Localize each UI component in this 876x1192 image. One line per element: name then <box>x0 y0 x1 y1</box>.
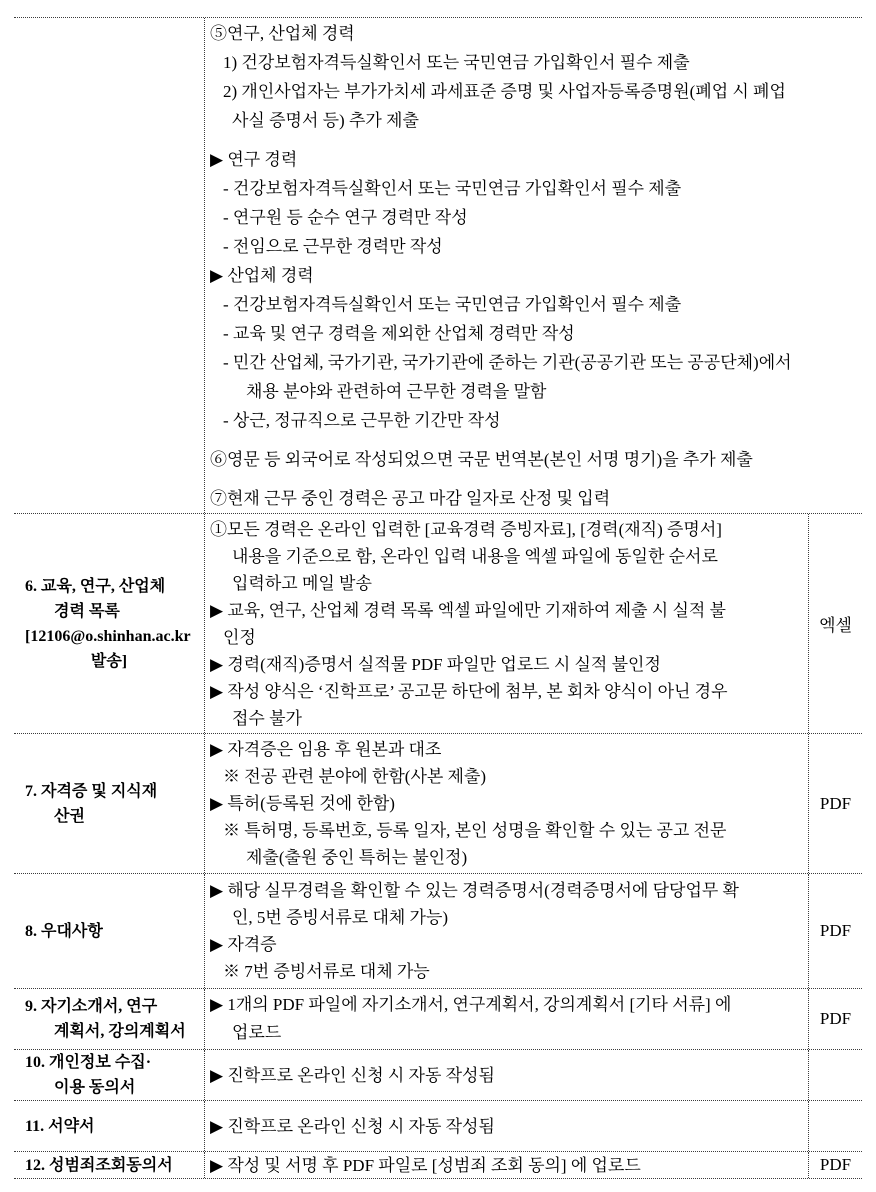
detail-line: ①모든 경력은 온라인 입력한 [교육경력 증빙자료], [경력(재직) 증명서] <box>210 519 722 539</box>
category-cell <box>14 989 205 1049</box>
category-line: 11. 서약서 <box>25 1117 95 1135</box>
format-cell <box>808 734 862 873</box>
format-cell <box>808 1101 862 1151</box>
detail-line: 인, 5번 증빙서류로 대체 가능) <box>232 908 449 927</box>
detail-line: 내용을 기준으로 함, 온라인 입력 내용을 엑셀 파일에 동일한 순서로 <box>232 546 718 566</box>
detail-line: 접수 불가 <box>232 708 302 728</box>
category-line: 9. 자기소개서, 연구 <box>25 998 158 1015</box>
table-row-8 <box>14 874 862 989</box>
detail-line: 채용 분야와 관련하여 근무한 경력을 말함 <box>246 381 547 401</box>
detail-line: 인정 <box>223 627 256 647</box>
blank-line <box>210 474 860 484</box>
category-line: 경력 목록 <box>54 602 120 620</box>
format-cell <box>808 1050 862 1100</box>
detail-line: - 건강보험자격득실확인서 또는 국민연금 가입확인서 필수 제출 <box>223 294 682 314</box>
format-label: PDF <box>819 1009 852 1028</box>
category-line: 6. 교육, 연구, 산업체 <box>25 577 166 595</box>
detail-line: ※ 특허명, 등록번호, 등록 일자, 본인 성명을 확인할 수 있는 공고 전문 <box>223 821 727 840</box>
detail-line: ⑤연구, 산업체 경력 <box>210 23 355 43</box>
details-cell <box>205 514 808 733</box>
detail-line: 2) 개인사업자는 부가가치세 과세표준 증명 및 사업자등록증명원(폐업 시 폐업 <box>223 81 786 101</box>
detail-line: - 교육 및 연구 경력을 제외한 산업체 경력만 작성 <box>223 323 575 343</box>
detail-line: ⑥영문 등 외국어로 작성되었으면 국문 번역본(본인 서명 명기)을 추가 제출 <box>210 449 753 469</box>
category-line: 이용 동의서 <box>54 1079 136 1096</box>
detail-line: ▶ 자격증은 임용 후 원본과 대조 <box>210 740 442 759</box>
detail-line: - 연구원 등 순수 연구 경력만 작성 <box>223 207 468 227</box>
category-cell <box>14 734 205 873</box>
category-email: [12106@o.shinhan.ac.kr <box>25 627 191 645</box>
category-line: 10. 개인정보 수집· <box>25 1054 152 1071</box>
format-label: 엑셀 <box>819 616 852 635</box>
category-line: 8. 우대사항 <box>25 922 103 940</box>
format-cell <box>808 874 862 988</box>
detail-line: - 민간 산업체, 국가기관, 국가기관에 준하는 기관(공공기관 또는 공공단체)에서 <box>223 352 792 372</box>
detail-line: 제출(출원 중인 특허는 불인정) <box>246 848 468 867</box>
detail-line: 1) 건강보험자격득실확인서 또는 국민연금 가입확인서 필수 제출 <box>223 52 690 72</box>
detail-line: ▶ 해당 실무경력을 확인할 수 있는 경력증명서(경력증명서에 담당업무 확 <box>210 881 739 900</box>
detail-line: - 상근, 정규직으로 근무한 기간만 작성 <box>223 410 501 430</box>
category-cell <box>14 1101 205 1151</box>
detail-line: ▶ 연구 경력 <box>210 149 298 169</box>
blank-line <box>210 135 860 145</box>
category-line: 산권 <box>54 807 85 825</box>
format-label: PDF <box>819 793 852 813</box>
category-cell <box>14 874 205 988</box>
details-cell <box>205 1050 808 1100</box>
blank-line <box>210 435 860 445</box>
detail-line: ▶ 작성 양식은 ‘진학프로’ 공고문 하단에 첨부, 본 회차 양식이 아닌 경우 <box>210 681 728 701</box>
detail-line: ▶ 작성 및 서명 후 PDF 파일로 [성범죄 조회 동의] 에 업로드 <box>210 1155 641 1175</box>
detail-line: ⑦현재 근무 중인 경력은 공고 마감 일자로 산정 및 입력 <box>210 488 611 508</box>
detail-line: 업로드 <box>232 1023 282 1042</box>
detail-line: ※ 전공 관련 분야에 한함(사본 제출) <box>223 767 487 786</box>
detail-line: ▶ 자격증 <box>210 935 277 954</box>
detail-line: ▶ 산업체 경력 <box>210 265 314 285</box>
table-row-12 <box>14 1152 862 1179</box>
detail-line: ▶ 진학프로 온라인 신청 시 자동 작성됨 <box>210 1116 495 1136</box>
format-label: PDF <box>819 1155 852 1174</box>
format-label: PDF <box>819 921 852 940</box>
details-cell <box>205 1101 808 1151</box>
format-cell <box>808 1152 862 1178</box>
details-cell <box>205 734 808 873</box>
details-cell <box>205 1152 808 1178</box>
detail-line: ▶ 교육, 연구, 산업체 경력 목록 엑셀 파일에만 기재하여 제출 시 실적 불 <box>210 600 726 620</box>
details-cell <box>205 18 862 513</box>
detail-line: ▶ 경력(재직)증명서 실적물 PDF 파일만 업로드 시 실적 불인정 <box>210 654 661 674</box>
details-cell <box>205 874 808 988</box>
format-cell <box>808 514 862 733</box>
table-row-7 <box>14 734 862 874</box>
detail-line: - 전임으로 근무한 경력만 작성 <box>223 236 443 256</box>
detail-line: 입력하고 메일 발송 <box>232 573 372 593</box>
detail-line: ▶ 1개의 PDF 파일에 자기소개서, 연구계획서, 강의계획서 [기타 서류] 에 <box>210 995 732 1014</box>
category-line: 12. 성범죄조회동의서 <box>25 1156 173 1174</box>
details-cell <box>205 989 808 1049</box>
format-cell <box>808 989 862 1049</box>
category-cell <box>14 1152 205 1178</box>
category-cell <box>14 514 205 733</box>
category-cell <box>14 18 205 513</box>
submission-documents-table <box>14 17 862 1179</box>
table-row-6 <box>14 514 862 734</box>
detail-line: - 건강보험자격득실확인서 또는 국민연금 가입확인서 필수 제출 <box>223 178 682 198</box>
detail-line: ▶ 특허(등록된 것에 한함) <box>210 794 395 813</box>
table-row-11 <box>14 1101 862 1152</box>
detail-line: ▶ 진학프로 온라인 신청 시 자동 작성됨 <box>210 1065 495 1085</box>
detail-line: ※ 7번 증빙서류로 대체 가능 <box>223 962 430 981</box>
category-line: 계획서, 강의계획서 <box>54 1023 186 1040</box>
table-row-10 <box>14 1050 862 1101</box>
detail-line: 사실 증명서 등) 추가 제출 <box>232 110 419 130</box>
category-cell <box>14 1050 205 1100</box>
table-row-5-continued <box>14 18 862 514</box>
category-line: 7. 자격증 및 지식재 <box>25 782 158 800</box>
table-row-9 <box>14 989 862 1050</box>
category-line: 발송] <box>90 652 128 670</box>
